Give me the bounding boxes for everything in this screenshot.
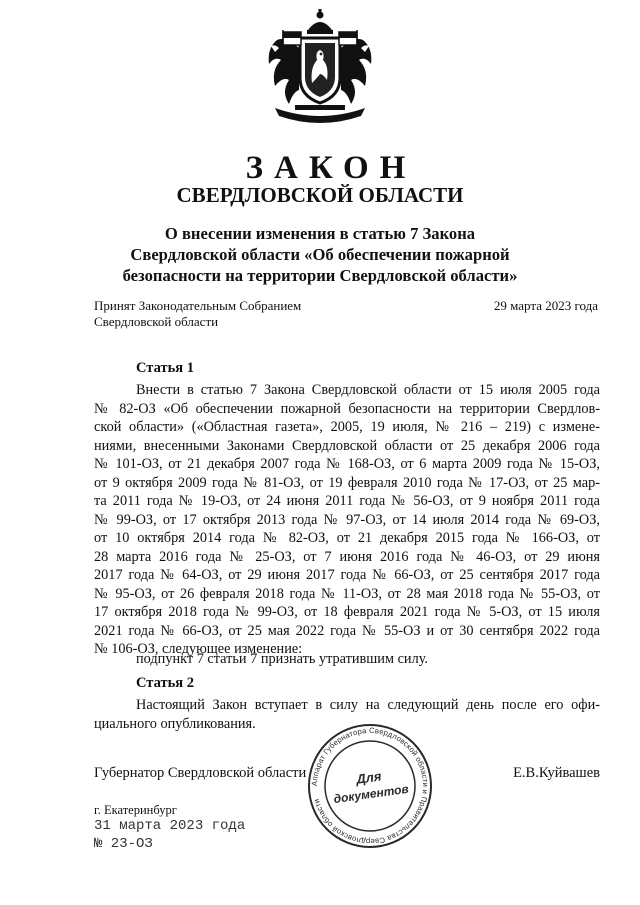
adoption-line: Принят Законодательным Собранием bbox=[94, 298, 302, 313]
article-1-line: Внести в статью 7 Закона Свердловской области от 15 июля 2005 года bbox=[136, 382, 600, 398]
coat-of-arms-emblem bbox=[255, 8, 385, 126]
article-1-body bbox=[94, 381, 600, 659]
article-1-line: № 82-ОЗ «Об обеспечении пожарной безопасности на территории Свердлов- bbox=[94, 400, 600, 417]
stamp-center-line2: документов bbox=[332, 781, 410, 807]
article-1-line: 2021 года № 66-ОЗ, от 25 мая 2022 года № 55-ОЗ и от 30 сентября 2022 года bbox=[94, 622, 600, 639]
stamp-ring-text: Аппарат Губернатора Свердловской области и Правительства Свердловской области bbox=[309, 725, 431, 847]
stamp-outer-ring bbox=[309, 725, 431, 847]
article-1-line: 2017 года № 64-ОЗ, от 29 июня 2017 года № 66-ОЗ, от 25 сентября 2017 года bbox=[94, 567, 600, 583]
law-number: № 23-ОЗ bbox=[94, 836, 153, 852]
law-subject bbox=[0, 223, 640, 286]
governor-position: Губернатор Свердловской области bbox=[94, 765, 307, 781]
article-1-line: № 99-ОЗ, от 17 октября 2013 года № 97-ОЗ, от 14 июля 2014 года № 69-ОЗ, bbox=[94, 511, 600, 528]
adoption-date: 29 марта 2023 года bbox=[493, 298, 598, 313]
article-1-line: от 9 октября 2009 года № 81-ОЗ, от 19 февраля 2010 года № 17-ОЗ, от 25 мар- bbox=[94, 474, 600, 491]
article-2-line: Настоящий Закон вступает в силу на следующий день после его офи- bbox=[136, 697, 600, 713]
svg-text:Аппарат Губернатора Свердловск bbox=[310, 726, 430, 846]
article-2-line: циального опубликования. bbox=[94, 715, 256, 732]
article-1-line: № 106-ОЗ, следующее изменение: bbox=[94, 641, 303, 657]
sign-date: 31 марта 2023 года bbox=[94, 818, 246, 834]
law-subject-line: О внесении изменения в статью 7 Закона bbox=[164, 224, 476, 243]
article-1-subpoint: подпункт 7 статьи 7 признать утратившим силу. bbox=[136, 651, 428, 667]
adoption-line: Свердловской области bbox=[94, 314, 219, 329]
article-1-line: от 10 октября 2014 года № 82-ОЗ, от 21 декабря 2015 года № 166-ОЗ, от bbox=[94, 530, 600, 546]
article-1-line: 17 октября 2018 года № 99-ОЗ, от 18 февраля 2021 года № 5-ОЗ, от 15 июля bbox=[94, 604, 600, 620]
law-title: ЗАКОН bbox=[245, 150, 417, 186]
article-1-line: ской области» («Областная газета», 2005, 19 июля, № 216 – 219) с измене- bbox=[94, 419, 600, 435]
article-1-line: № 101-ОЗ, от 21 декабря 2007 года № 168-ОЗ, от 6 марта 2009 года № 15-ОЗ, bbox=[94, 456, 600, 472]
article-1-heading: Статья 1 bbox=[136, 360, 194, 376]
article-1-line: ниями, внесенными Законами Свердловской области от 25 декабря 2006 года bbox=[94, 437, 600, 454]
sign-city: г. Екатеринбург bbox=[94, 803, 177, 817]
official-stamp bbox=[306, 722, 434, 850]
governor-name: Е.В.Куйвашев bbox=[513, 765, 600, 781]
article-1-line: № 95-ОЗ, от 26 февраля 2018 года № 11-ОЗ, от 28 мая 2018 года № 55-ОЗ, от bbox=[94, 585, 600, 602]
stamp-center-line1: Для bbox=[355, 768, 383, 787]
article-1-line: та 2011 года № 19-ОЗ, от 24 июня 2011 года № 56-ОЗ, от 9 ноября 2011 года bbox=[94, 493, 600, 509]
law-subject-line: безопасности на территории Свердловской области» bbox=[122, 266, 518, 285]
law-subject-line: Свердловской области «Об обеспечении пожарной bbox=[130, 245, 510, 264]
adoption-note bbox=[94, 298, 301, 330]
article-2-heading: Статья 2 bbox=[136, 675, 194, 691]
region-title: СВЕРДЛОВСКОЙ ОБЛАСТИ bbox=[176, 183, 464, 207]
article-1-line: 28 марта 2016 года № 25-ОЗ, от 7 июня 2016 года № 46-ОЗ, от 29 июня bbox=[94, 548, 600, 565]
